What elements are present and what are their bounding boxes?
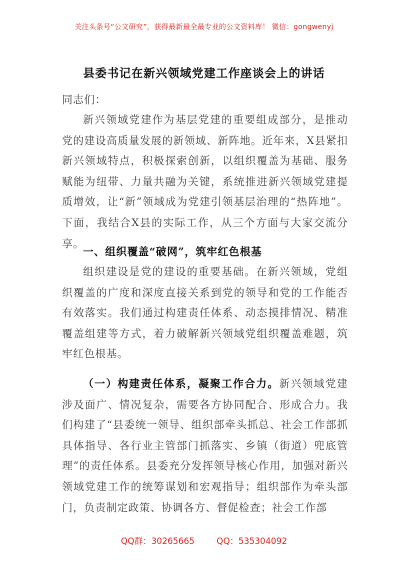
contact-footer (0, 536, 408, 548)
subsection-1-body: 新兴领域党建涉及面广、情况复杂，需要各方协同配合、形成合力。我们构建了“县委统一领导、组织部牵头抓总、社会工作部抓具体指导、各行业主管部门抓落实、乡镇（街道）兜底管理”的责任体系。县委充分发挥领导核心作用，加强对新兴领域党建工作的统筹谋划和宏观指导；组织部作为牵头部门，负责制定政策、协调各方、督促检查；社会工作部 (62, 378, 348, 514)
subsection-1-heading: （一）构建责任体系，凝聚工作合力。 (83, 378, 280, 390)
section-heading-1: 一、组织覆盖“破网”，筑牢红色根基 (83, 246, 262, 258)
subsection-1-paragraph (62, 374, 348, 518)
intro-paragraph: 新兴领域党建作为基层党建的重要组成部分，是推动党的建设高质量发展的新领域、新阵地。近年来，X县紧扣新兴领域特点，积极探索创新，以组织覆盖为基础、服务赋能为纽带、力量共融为关键，系统推进新兴领域党建提质增效，让“新”领域成为党建引领基层治理的“热阵地”。下面，我结合X县的实际工作，从三个方面与大家交流分享。 (62, 114, 348, 250)
qq-group-number: QQ群：30265665 (120, 537, 195, 547)
section-1-paragraph: 组织建设是党的建设的重要基础。在新兴领域，党组织覆盖的广度和深度直接关系到党的领导和党的工作能否有效落实。我们通过构建责任体系、动态摸排情况、精准覆盖组建等方式，着力破解新兴领域党组织覆盖难题，筑牢红色根基。 (62, 266, 348, 361)
qq-contact-number: QQ：535304092 (216, 537, 288, 547)
salutation: 同志们： (62, 94, 107, 106)
document-title: 县委书记在新兴领域党建工作座谈会上的讲话 (83, 66, 325, 80)
promo-banner: 关注头条号“公文研究”，获得最新最全最专业的公文资料库！ 微信：gongwenyj (74, 23, 334, 31)
